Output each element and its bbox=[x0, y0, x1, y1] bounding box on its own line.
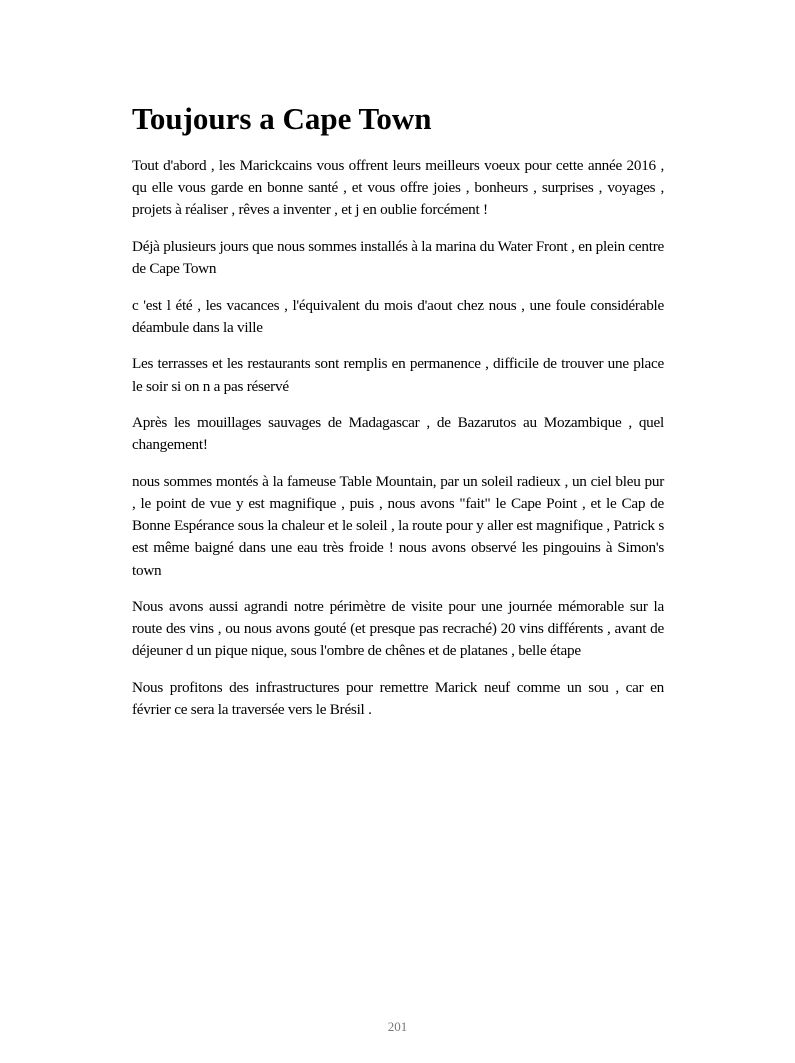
paragraph-3: c 'est l été , les vacances , l'équivalent du mois d'aout chez nous , une foule considérable déambule dans la ville bbox=[132, 296, 664, 336]
paragraph-8: Nous profitons des infrastructures pour remettre Marick neuf comme un sou , car en février ce sera la traversée vers le Brésil . bbox=[132, 678, 664, 719]
page-number: 201 bbox=[387, 1019, 408, 1034]
paragraph-1: Tout d'abord , les Marickcains vous offrent leurs meilleurs voeux pour cette année 2016 , qu elle vous garde en bonne santé , et vous offre joies , bonheurs , surprises , voyages , projets à réaliser , rêves a inventer , et j en oublie forcément ! bbox=[132, 157, 664, 219]
page-title: Toujours a Cape Town bbox=[132, 101, 432, 136]
paragraph-7: Nous avons aussi agrandi notre périmètre de visite pour une journée mémorable sur la route des vins , ou nous avons gouté (et presque pas recraché) 20 vins différents , avant de déjeuner d un pique nique, sous l'ombre de chênes et de platanes , belle étape bbox=[132, 598, 664, 660]
paragraph-6: nous sommes montés à la fameuse Table Mountain, par un soleil radieux , un ciel bleu pur , le point de vue y est magnifique , puis , nous avons "fait" le Cape Point , et le Cap de Bonne Espérance sous la chaleur et le soleil , la route pour y aller est magnifique , Patrick s est même baigné dans une eau très froide ! nous avons observé les pingouins à Simon's town bbox=[132, 472, 664, 579]
page-content bbox=[132, 98, 664, 736]
paragraph-4: Les terrasses et les restaurants sont remplis en permanence , difficile de trouver une place le soir si on n a pas réservé bbox=[132, 355, 664, 395]
paragraph-5: Après les mouillages sauvages de Madagascar , de Bazarutos au Mozambique , quel changement! bbox=[132, 414, 664, 454]
paragraph-2: Déjà plusieurs jours que nous sommes installés à la marina du Water Front , en plein centre de Cape Town bbox=[132, 237, 664, 278]
